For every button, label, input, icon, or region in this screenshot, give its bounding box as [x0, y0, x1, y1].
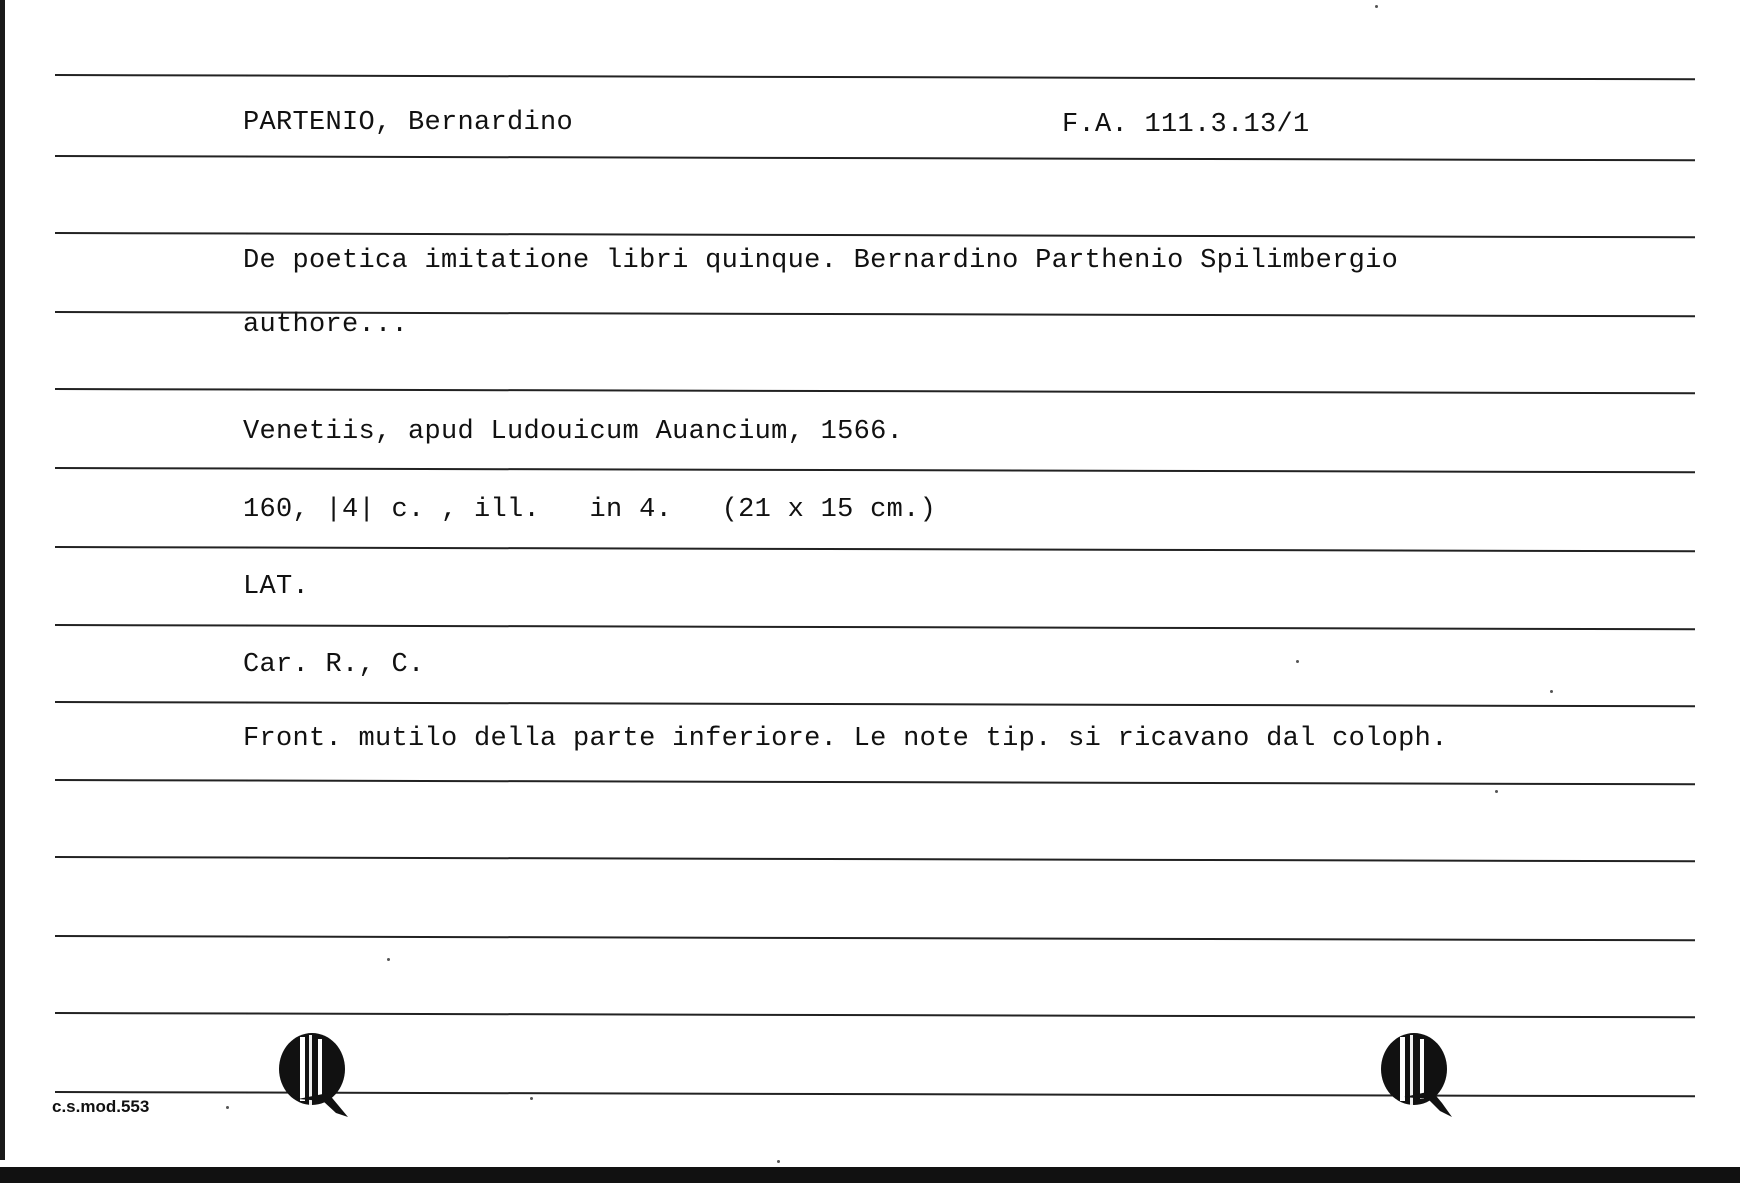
physical-description: 160, |4| c. , ill. in 4. (21 x 15 cm.)	[243, 495, 937, 525]
ruled-line	[55, 467, 1695, 473]
scan-speck	[1495, 790, 1498, 793]
title-line-1: De poetica imitatione libri quinque. Bernardino Parthenio Spilimbergio	[243, 246, 1399, 276]
note: Front. mutilo della parte inferiore. Le note tip. si ricavano dal coloph.	[243, 724, 1448, 754]
title-line-2: authore...	[243, 310, 409, 340]
author-heading: PARTENIO, Bernardino	[243, 108, 574, 138]
punch-hole-right	[1380, 1033, 1452, 1117]
ruled-line	[55, 155, 1695, 161]
scan-speck	[530, 1097, 533, 1100]
card-left-edge	[0, 0, 5, 1160]
ruled-line	[55, 232, 1695, 238]
ruled-line	[55, 546, 1695, 552]
ruled-line	[55, 856, 1695, 862]
scan-speck	[777, 1160, 780, 1163]
ruled-line	[55, 74, 1695, 80]
ruled-line	[55, 624, 1695, 630]
ruled-line	[55, 701, 1695, 707]
scan-speck	[1375, 5, 1378, 8]
scan-speck	[226, 1106, 229, 1109]
typeface: Car. R., C.	[243, 650, 425, 680]
imprint: Venetiis, apud Ludouicum Auancium, 1566.	[243, 417, 904, 447]
punch-hole-left	[278, 1033, 350, 1117]
scanner-edge-strip	[0, 1167, 1740, 1183]
form-code: c.s.mod.553	[52, 1097, 150, 1116]
scan-speck	[1296, 660, 1299, 663]
scan-speck	[1550, 690, 1553, 693]
shelfmark: F.A. 111.3.13/1	[1062, 110, 1310, 140]
ruled-line	[55, 935, 1695, 941]
scan-speck	[387, 958, 390, 961]
ruled-line	[55, 779, 1695, 785]
language: LAT.	[243, 572, 310, 602]
ruled-line	[55, 388, 1695, 394]
ruled-line	[55, 1012, 1695, 1018]
